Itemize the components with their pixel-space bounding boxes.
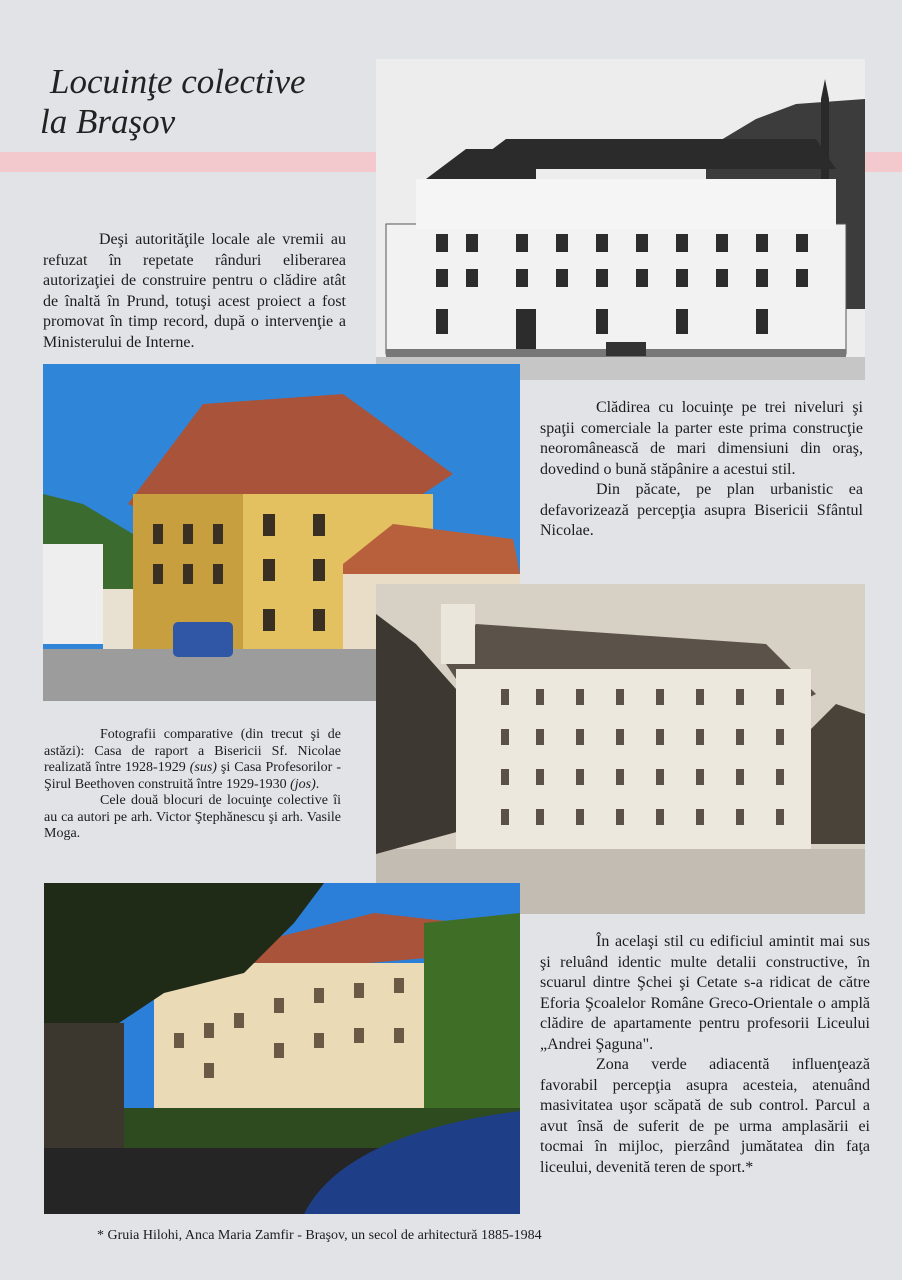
building1-text-p1: Clădirea cu locuinţe pe trei niveluri şi spaţii comerciale la parter este prima construcţie neoromânească de mari dimensiuni din oraş, dovedind o bună stăpânire a acestui stil. [540,399,863,478]
building1-text-p2: Din păcate, pe plan urbanistic ea defavorizează percepţia asupra Bisericii Sfântul Nicolae. [540,481,863,539]
building2-description [540,932,870,1178]
photo-caption [44,727,341,843]
historic-photo-casa-de-raport [376,59,865,380]
footnote: * Gruia Hilohi, Anca Maria Zamfir - Braşov, un secol de arhitectură 1885-1984 [97,1228,542,1243]
historic-photo-casa-profesorilor [376,584,865,914]
caption-p1: Fotografii comparative (din trecut şi de astăzi): Casa de raport a Bisericii Sf. Nicolae realizată între 1928-1929 (sus) şi Casa Profesorilor - Şirul Beethoven construită între 1929-1930 (jos). [44,727,342,792]
modern-photo-casa-profesorilor [44,883,520,1214]
caption-p2: Cele două blocuri de locuinţe colective îi au ca autori pe arh. Victor Ştephănescu şi arh. Vasile Moga. [44,793,341,841]
intro-paragraph [43,230,346,353]
building1-description [540,398,863,542]
page-title [22,62,362,142]
building2-text-p2: Zona verde adiacentă influenţează favorabil percepţia asupra acesteia, atenuând masivitatea uşor scăpată de sub control. Parcul a avut însă de suferit de pe urma amplasării ei tocmai în mijloc, pierzând jumătatea din faţa liceului, devenită teren de sport.* [540,1056,870,1176]
title-line-1: Locuinţe colective [50,62,306,101]
building2-text-p1: În acelaşi stil cu edificiul amintit mai sus şi reluând identic multe detalii constructive, în scuarul dintre Şchei şi Cetate s-a ridicat de către Eforia Şcoalelor Române Greco-Orientale o amplă clădire de apartamente pentru profesorii Liceului „Andrei Şaguna". [540,933,870,1053]
intro-text: Deşi autorităţile locale ale vremii au refuzat în repetate rânduri eliberarea autorizaţiei de construire pentru o clădire atât de înaltă în Prund, totuşi acest proiect a fost promovat în timp record, după o intervenţie a Ministerului de Interne. [43,231,346,351]
title-line-2: la Braşov [40,102,176,141]
